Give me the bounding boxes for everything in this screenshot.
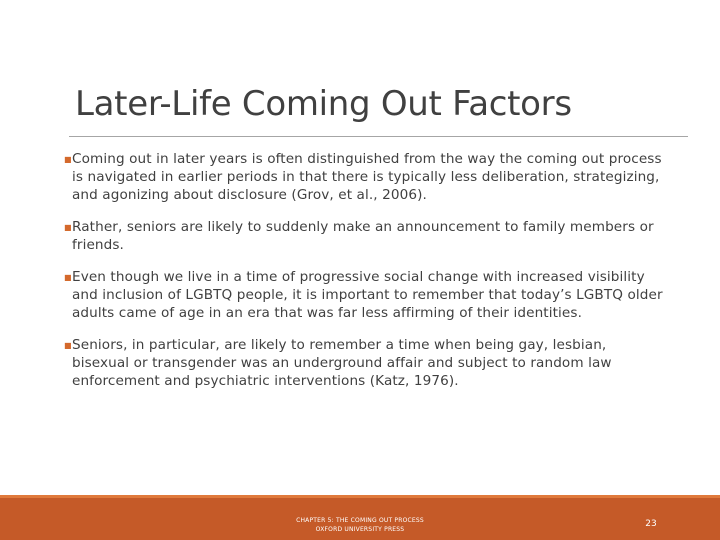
footer-publisher: OXFORD UNIVERSITY PRESS [315, 526, 405, 533]
bullet-square-icon: ■ [64, 155, 72, 164]
footer-chapter: CHAPTER 5: THE COMING OUT PROCESS [296, 517, 424, 524]
footer-caption [260, 516, 460, 534]
page-number: 23 [645, 519, 657, 529]
bullet-item [64, 218, 664, 254]
bullet-square-icon: ■ [64, 223, 72, 232]
bullet-text: Rather, seniors are likely to suddenly make an announcement to family members or friends. [72, 219, 654, 253]
bullet-item [64, 150, 664, 204]
slide-title: Later-Life Coming Out Factors [75, 84, 572, 124]
bullet-square-icon: ■ [64, 273, 72, 282]
bullet-list [64, 150, 664, 404]
bullet-text: Even though we live in a time of progressive social change with increased visibility and inclusion of LGBTQ people, it is important to remember that today’s LGBTQ older adults came of age in an era that was far less affirming of their identities. [72, 269, 663, 321]
bullet-item [64, 268, 664, 322]
bullet-item [64, 336, 664, 390]
bullet-text: Seniors, in particular, are likely to remember a time when being gay, lesbian, bisexual or transgender was an underground affair and subject to random law enforcement and psychiatric interventions (Katz, 1976). [72, 337, 612, 389]
bullet-square-icon: ■ [64, 341, 72, 350]
bullet-text: Coming out in later years is often distinguished from the way the coming out process is navigated in earlier periods in that there is typically less deliberation, strategizing, and agonizing about disclosure (Grov, et al., 2006). [72, 151, 662, 203]
title-divider [69, 136, 688, 137]
